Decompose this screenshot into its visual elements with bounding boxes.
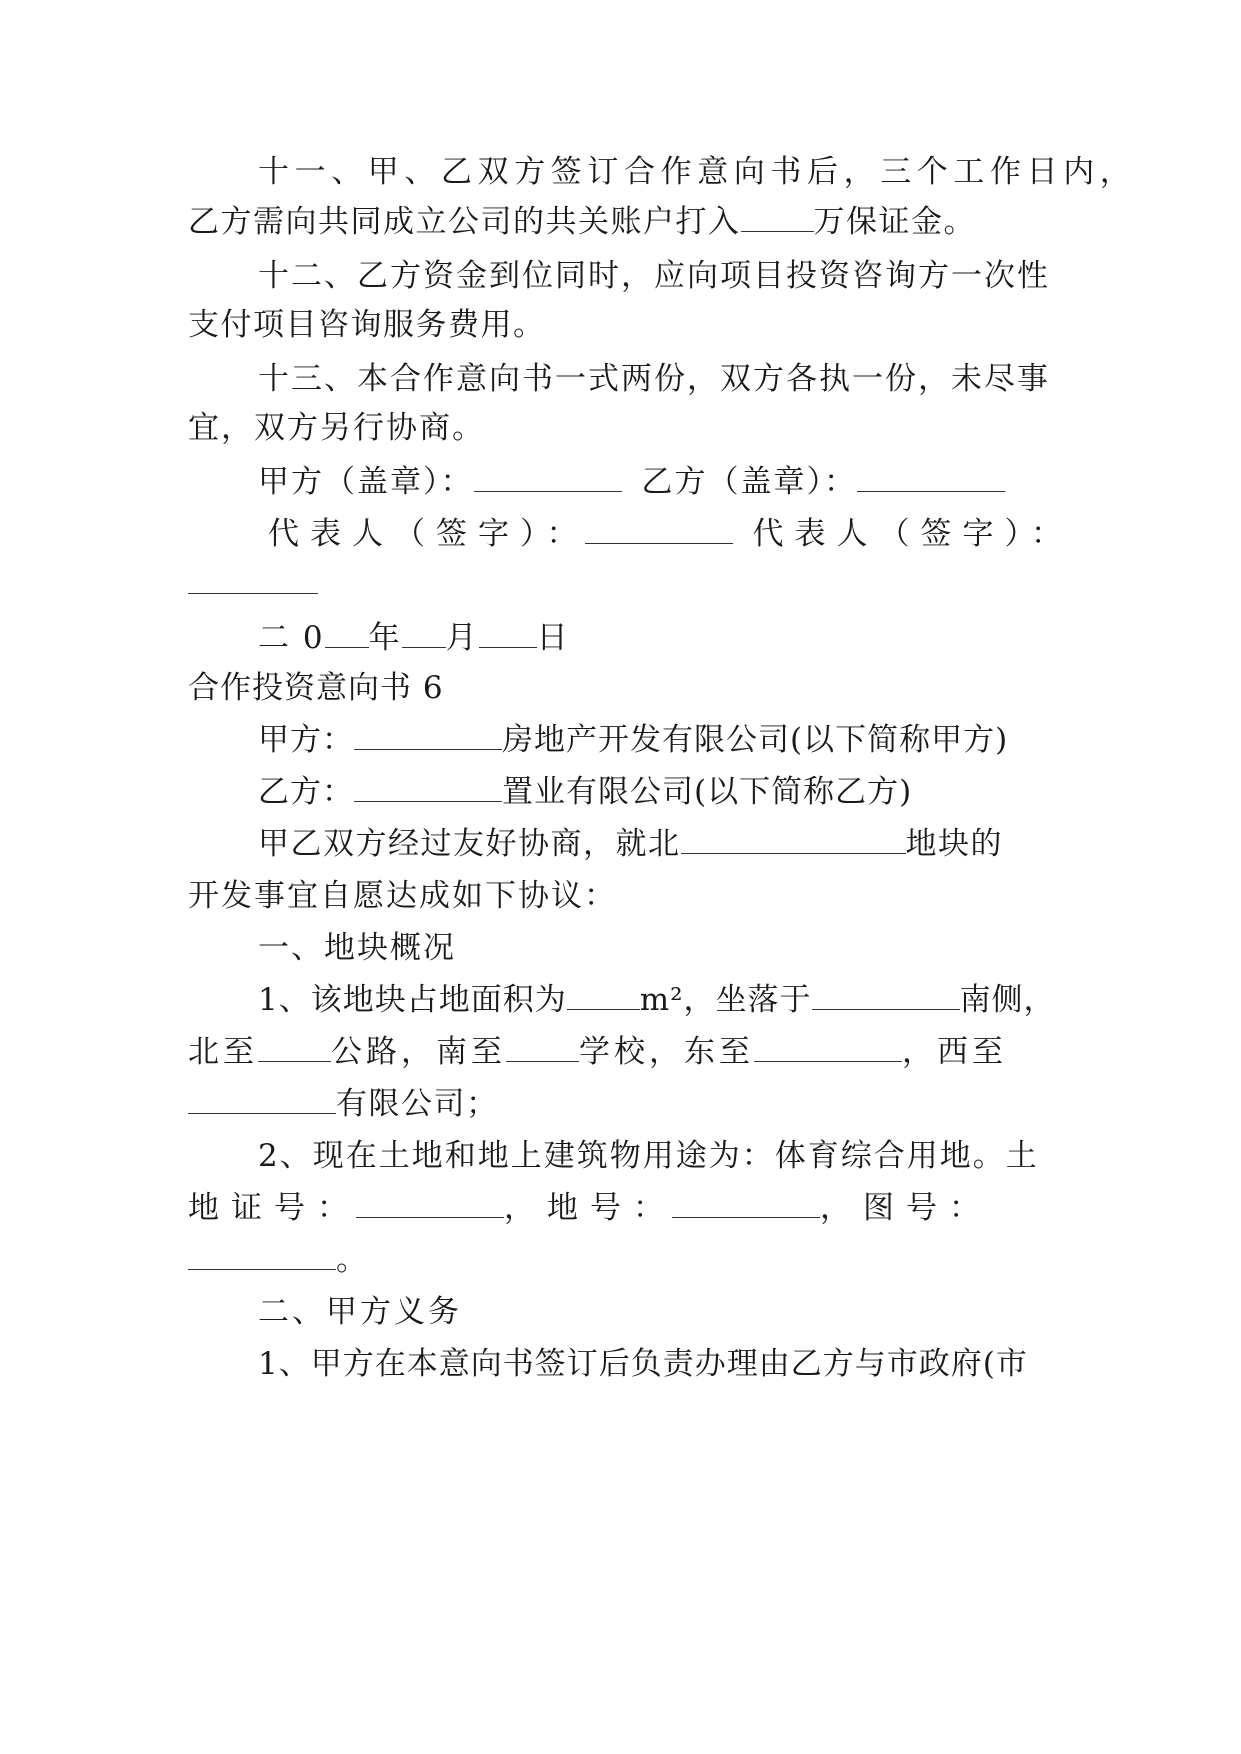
party-b-seal-label: 乙方（盖章）： bbox=[641, 464, 857, 500]
blank-party-b-name[interactable] bbox=[354, 773, 502, 802]
text-segment: 乙方需向共同成立公司的共关账户打入 bbox=[188, 204, 741, 240]
map-number-line bbox=[188, 1240, 367, 1280]
signature-party-a-b-seal bbox=[258, 462, 1005, 502]
blank-representative-a[interactable] bbox=[585, 515, 733, 544]
plot-area-line bbox=[258, 980, 1056, 1020]
blank-land-certificate-no[interactable] bbox=[356, 1189, 504, 1218]
text-segment: ，地号： bbox=[504, 1190, 676, 1226]
date-year-label: 年 bbox=[368, 620, 402, 656]
text-segment: 有限公司； bbox=[336, 1086, 499, 1122]
clause-13-line-2: 宜，双方另行协商。 bbox=[188, 410, 485, 446]
blank-month[interactable] bbox=[402, 619, 446, 648]
section-2-heading: 二、甲方义务 bbox=[258, 1294, 462, 1330]
blank-plot-location[interactable] bbox=[681, 825, 906, 854]
party-a-seal-label: 甲方（盖章）： bbox=[258, 464, 474, 500]
text-segment: 甲乙双方经过友好协商，就北 bbox=[258, 826, 681, 862]
text-segment: 公路，南至 bbox=[331, 1034, 506, 1070]
blank-day[interactable] bbox=[479, 619, 537, 648]
blank-party-b-seal[interactable] bbox=[857, 463, 1005, 492]
party-a-line bbox=[258, 720, 1008, 760]
party-b-suffix: 置业有限公司(以下简称乙方) bbox=[502, 774, 913, 810]
date-year-prefix: 二 0 bbox=[258, 620, 325, 656]
clause-12-line-1: 十二、乙方资金到位同时，应向项目投资咨询方一次性 bbox=[258, 258, 1050, 294]
text-segment: 北至 bbox=[188, 1034, 258, 1070]
date-day-label: 日 bbox=[536, 620, 570, 656]
text-segment: 南侧， bbox=[959, 982, 1056, 1018]
clause-13-line-1: 十三、本合作意向书一式两份，双方各执一份，未尽事 bbox=[258, 361, 1050, 397]
representative-b-label: 代表人（签字）： bbox=[752, 516, 1073, 552]
blank-south-boundary[interactable] bbox=[506, 1033, 579, 1062]
party-b-line bbox=[258, 772, 912, 812]
text-segment: ，西至 bbox=[902, 1034, 1007, 1070]
clause-11-line-1: 十一、甲、乙双方签订合作意向书后，三个工作日内， bbox=[258, 154, 1137, 190]
blank-representative-b[interactable] bbox=[188, 592, 318, 594]
section-title: 合作投资意向书 6 bbox=[188, 670, 444, 706]
party-a-label: 甲方： bbox=[258, 722, 354, 758]
clause-11-line-2 bbox=[188, 202, 976, 242]
blank-west-boundary[interactable] bbox=[188, 1085, 336, 1114]
blank-plot-location-south[interactable] bbox=[812, 981, 960, 1010]
agreement-intro-line-1 bbox=[258, 824, 1003, 864]
blank-year[interactable] bbox=[325, 619, 369, 648]
text-segment: 地块的 bbox=[905, 826, 1003, 862]
party-a-obligation-1: 1、甲方在本意向书签订后负责办理由乙方与市政府(市 bbox=[258, 1346, 1028, 1382]
representative-a-label: 代表人（签字）： bbox=[268, 516, 589, 552]
date-line bbox=[258, 618, 570, 658]
blank-map-no[interactable] bbox=[188, 1241, 336, 1270]
blank-lot-no[interactable] bbox=[672, 1189, 820, 1218]
text-segment: 万保证金。 bbox=[813, 204, 976, 240]
text-segment: 。 bbox=[336, 1242, 367, 1278]
party-a-suffix: 房地产开发有限公司(以下简称甲方) bbox=[502, 722, 1009, 758]
party-b-label: 乙方： bbox=[258, 774, 354, 810]
blank-party-a-name[interactable] bbox=[354, 721, 502, 750]
section-1-heading: 一、地块概况 bbox=[258, 930, 456, 966]
agreement-intro-line-2: 开发事宜自愿达成如下协议： bbox=[188, 878, 617, 914]
land-use-line: 2、现在土地和地上建筑物用途为：体育综合用地。土 bbox=[258, 1138, 1039, 1174]
clause-12-line-2: 支付项目咨询服务费用。 bbox=[188, 307, 546, 343]
blank-plot-area[interactable] bbox=[567, 981, 640, 1010]
blank-east-boundary[interactable] bbox=[754, 1033, 902, 1062]
plot-boundaries-line bbox=[188, 1032, 1007, 1072]
text-segment: m²，坐落于 bbox=[639, 982, 812, 1018]
blank-north-boundary[interactable] bbox=[258, 1033, 331, 1062]
land-certificate-line bbox=[188, 1188, 992, 1228]
blank-party-a-seal[interactable] bbox=[474, 463, 622, 492]
plot-boundaries-line-2 bbox=[188, 1084, 499, 1124]
text-segment: 1、该地块占地面积为 bbox=[258, 982, 567, 1018]
text-segment: 学校，东至 bbox=[579, 1034, 754, 1070]
text-segment: ，图号： bbox=[820, 1190, 992, 1226]
blank-deposit-amount[interactable] bbox=[741, 203, 814, 232]
date-month-label: 月 bbox=[445, 620, 479, 656]
signature-representatives bbox=[268, 514, 1073, 554]
text-segment: 地证号： bbox=[188, 1190, 360, 1226]
